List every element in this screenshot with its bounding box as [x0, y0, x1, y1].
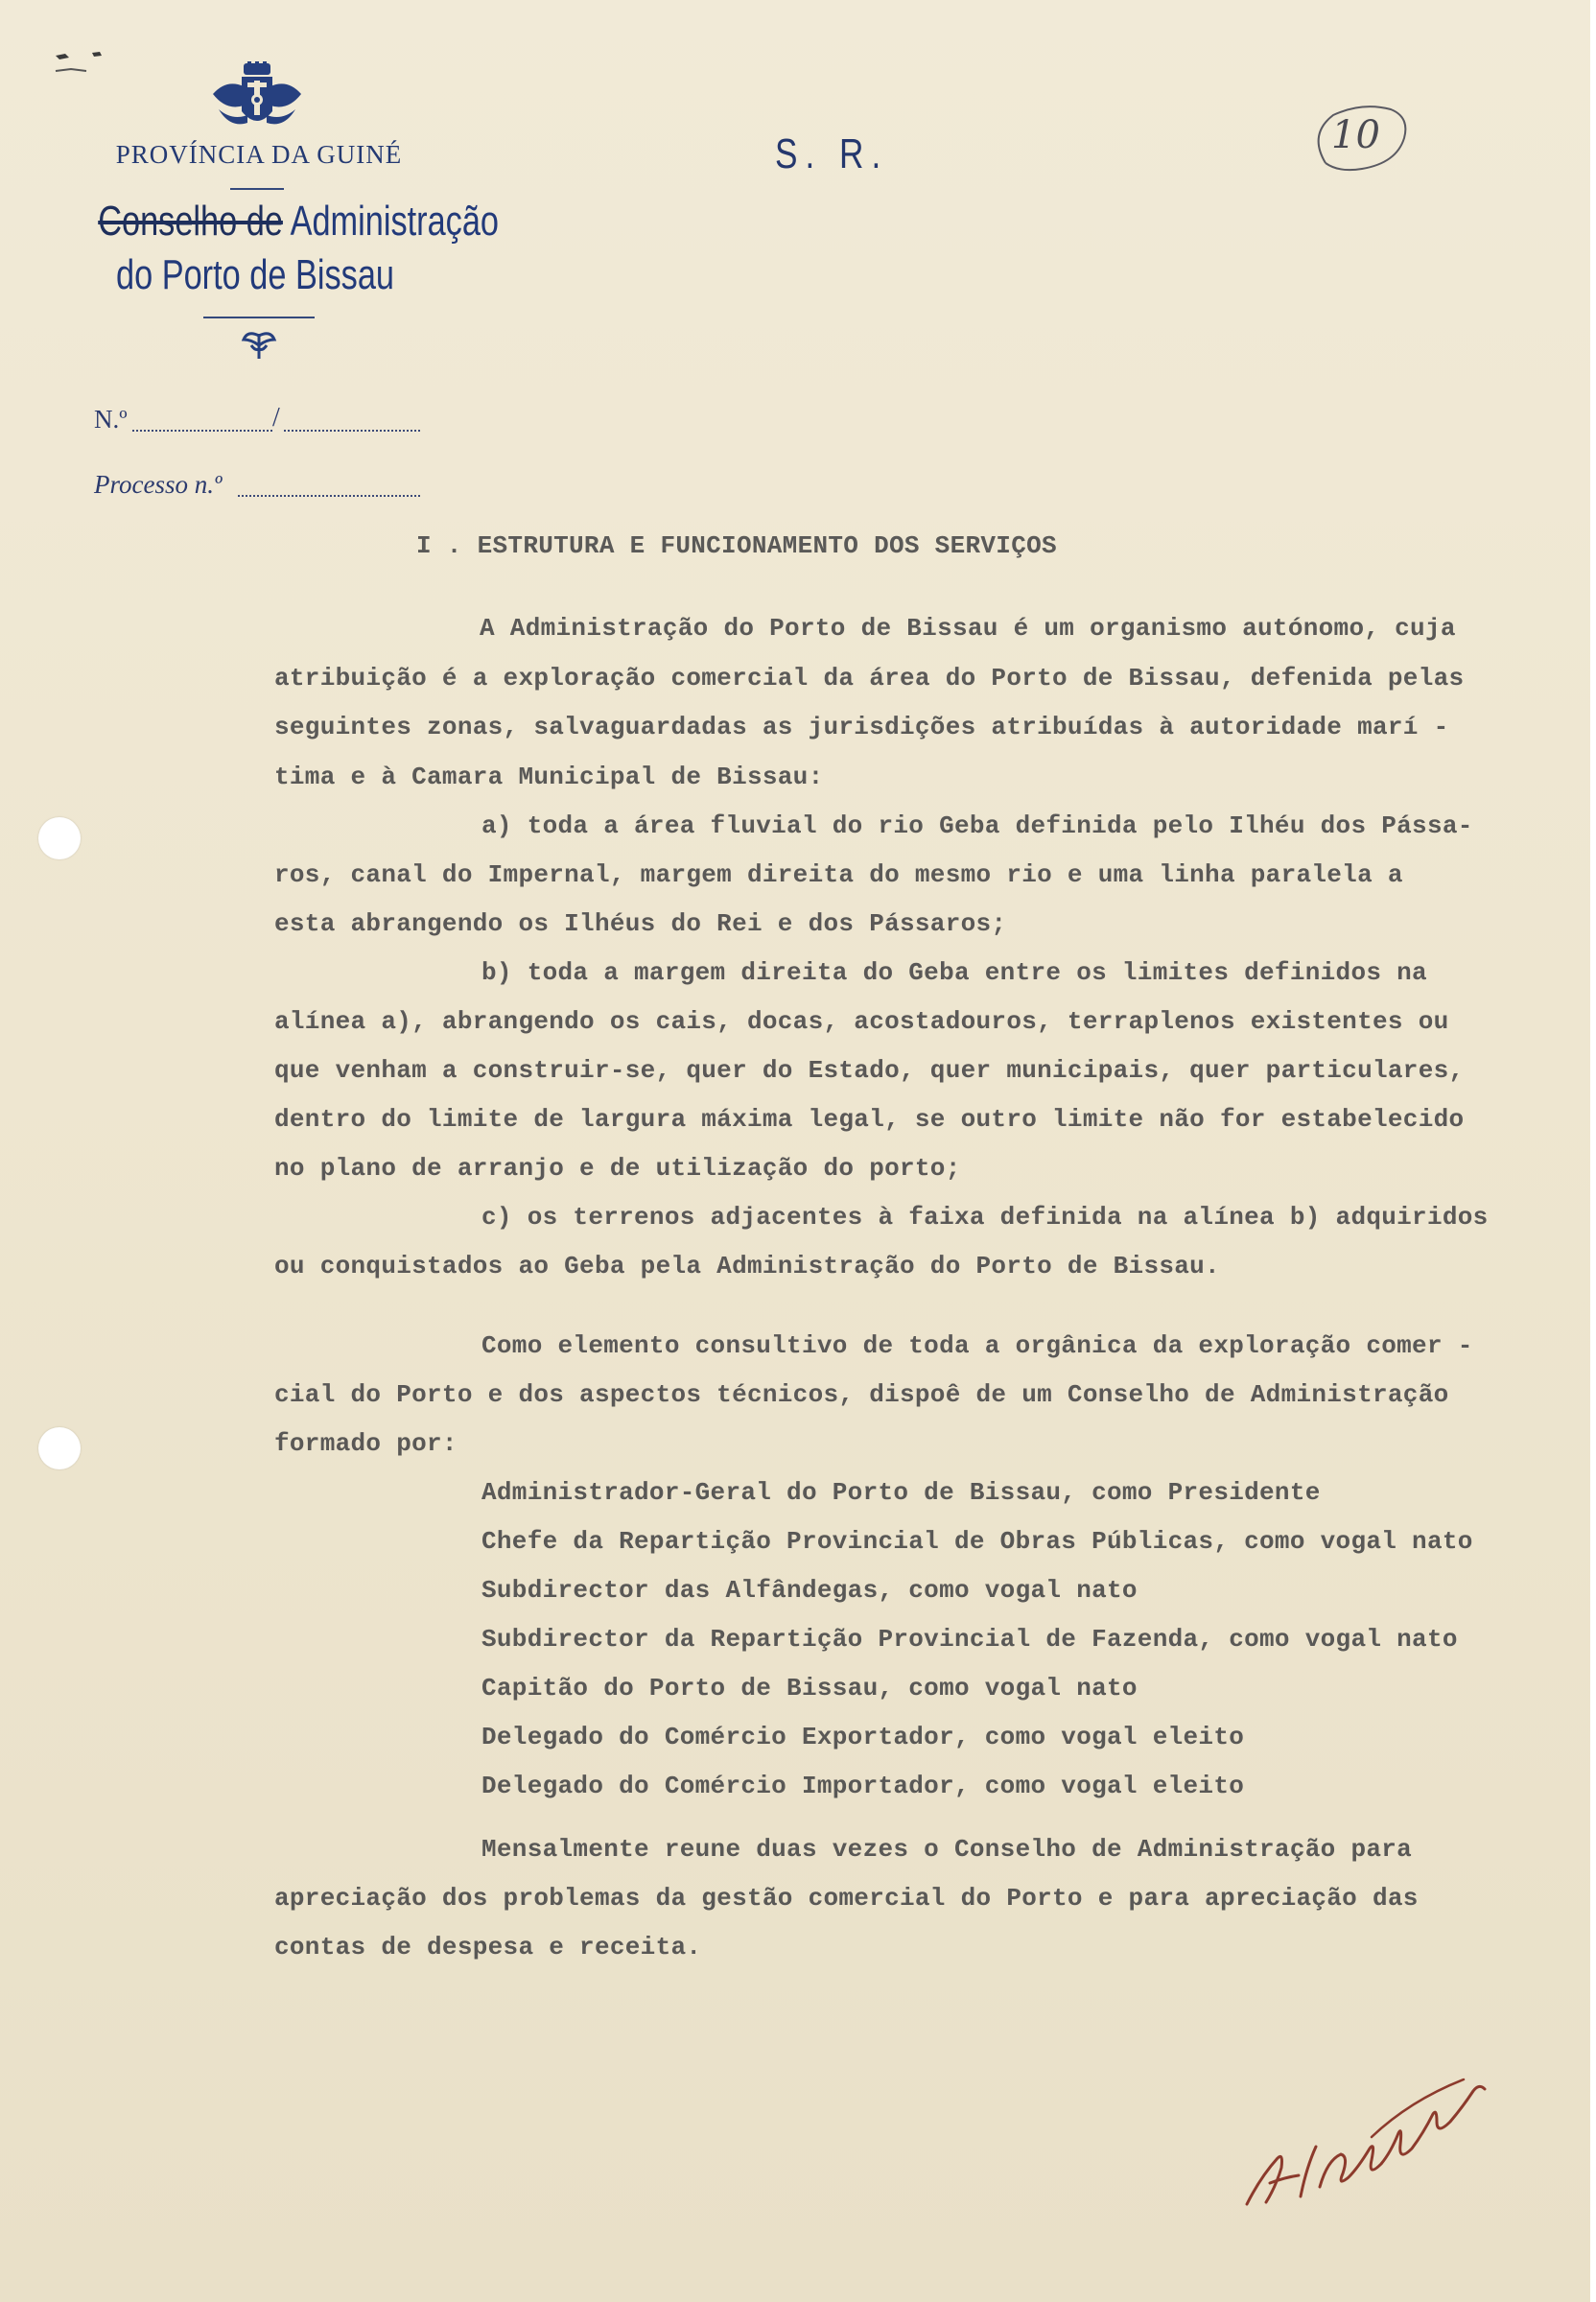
body-line: cial do Porto e dos aspectos técnicos, dispoê de um Conselho de Administração [274, 1380, 1449, 1409]
body-line: contas de despesa e receita. [274, 1933, 702, 1961]
divider [203, 317, 315, 318]
body-line: b) toda a margem direita do Geba entre os limites definidos na [481, 958, 1427, 987]
punch-hole [38, 1427, 81, 1469]
body-line: Mensalmente reune duas vezes o Conselho de Administração para [481, 1835, 1413, 1864]
page-number: 10 [1331, 113, 1380, 157]
council-member: Delegado do Comércio Importador, como vogal eleito [481, 1772, 1245, 1800]
province-name: PROVÍNCIA DA GUINÉ [115, 140, 403, 169]
body-line: tima e à Camara Municipal de Bissau: [274, 763, 824, 791]
handwritten-signature-icon [1228, 2033, 1506, 2225]
council-member: Delegado do Comércio Exportador, como vogal eleito [481, 1723, 1245, 1751]
council-member: Subdirector da Repartição Provincial de Fazenda, como vogal nato [481, 1625, 1458, 1654]
body-line: alínea a), abrangendo os cais, docas, acostadouros, terraplenos existentes ou [274, 1007, 1449, 1036]
body-line: no plano de arranjo e de utilização do porto; [274, 1154, 961, 1183]
number-separator: / [272, 403, 280, 433]
page-edge [1590, 0, 1596, 2302]
council-member: Subdirector das Alfândegas, como vogal nato [481, 1576, 1138, 1605]
struck-out-text: Conselho de [98, 198, 283, 245]
body-line: atribuição é a exploração comercial da área do Porto de Bissau, defenida pelas [274, 664, 1465, 693]
body-line: apreciação dos problemas da gestão comercial do Porto e para apreciação das [274, 1884, 1419, 1913]
body-line: dentro do limite de largura máxima legal, se outro limite não for estabelecido [274, 1105, 1465, 1134]
body-line: ou conquistados ao Geba pela Administração do Porto de Bissau. [274, 1252, 1220, 1280]
number-blank [132, 430, 272, 432]
page-number-annotation [1304, 96, 1420, 182]
council-title-line [98, 198, 500, 246]
administration-word: Administração [290, 198, 500, 245]
number-label: N.º [94, 405, 128, 434]
body-line: ros, canal do Impernal, margem direita do mesmo rio e uma linha paralela a [274, 860, 1403, 889]
ink-specks-icon [52, 48, 119, 86]
body-line: que venham a construir-se, quer do Estado, quer municipais, quer particulares, [274, 1056, 1465, 1085]
ornament-icon [240, 326, 278, 361]
body-line: c) os terrenos adjacentes à faixa definida na alínea b) adquiridos [481, 1203, 1489, 1232]
council-member: Administrador-Geral do Porto de Bissau, como Presidente [481, 1478, 1321, 1507]
council-member: Capitão do Porto de Bissau, como vogal nato [481, 1674, 1138, 1703]
process-blank [238, 495, 420, 497]
body-line: a) toda a área fluvial do rio Geba definida pelo Ilhéu dos Pássa- [481, 811, 1473, 840]
body-line: formado por: [274, 1429, 458, 1458]
security-classification: S. R. [775, 130, 889, 177]
coat-of-arms-icon [209, 61, 305, 138]
body-line: seguintes zonas, salvaguardadas as jurisdições atribuídas à autoridade marí - [274, 713, 1449, 741]
divider [230, 188, 284, 190]
body-line: Como elemento consultivo de toda a orgânica da exploração comer - [481, 1331, 1473, 1360]
body-line: A Administração do Porto de Bissau é um organismo autónomo, cuja [480, 614, 1456, 643]
body-line: esta abrangendo os Ilhéus do Rei e dos Pássaros; [274, 909, 1007, 938]
council-member: Chefe da Repartição Provincial de Obras Públicas, como vogal nato [481, 1527, 1473, 1556]
number-year-blank [284, 430, 420, 432]
section-heading: I . ESTRUTURA E FUNCIONAMENTO DOS SERVIÇOS [416, 531, 1057, 560]
punch-hole [38, 817, 81, 859]
port-name-line: do Porto de Bissau [115, 251, 394, 298]
process-label: Processo n.º [94, 470, 223, 499]
